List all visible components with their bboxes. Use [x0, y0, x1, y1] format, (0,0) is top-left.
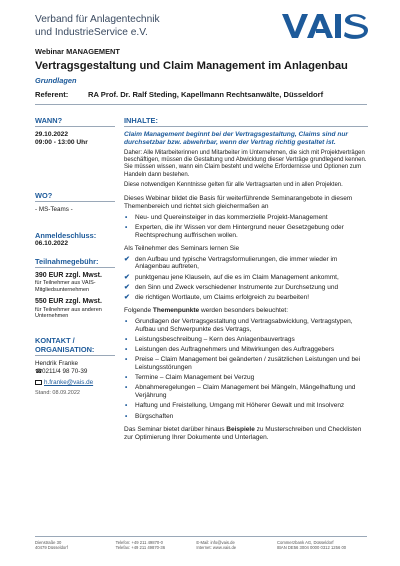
- contact-name: Hendrik Franke: [35, 359, 79, 367]
- contact-heading-line1: KONTAKT /: [35, 335, 75, 345]
- organization-name: [35, 14, 160, 39]
- wann-heading: WANN?: [35, 116, 115, 127]
- bullet-icon: •: [125, 335, 128, 343]
- org-name-line1: Verband für Anlagentechnik: [35, 14, 160, 25]
- list-item: • Haftung und Freistellung, Umgang mit Höherer Gewalt und mit Insolvenz: [125, 402, 345, 410]
- event-date: 29.10.2022: [35, 131, 69, 138]
- footer-divider: [35, 536, 367, 537]
- bullet-icon: •: [125, 346, 128, 354]
- fee-heading: Teilnahmegebühr:: [35, 257, 115, 268]
- topics-intro: Folgende Themenpunkte werden besonders beleuchtet:: [124, 307, 289, 315]
- phone-icon: ☎: [35, 368, 43, 375]
- bullet-icon: •: [125, 356, 128, 364]
- event-location: - MS-Teams -: [35, 206, 73, 213]
- document-title: Vertragsgestaltung und Claim Management im Anlagenbau: [35, 60, 348, 72]
- checkmark-icon: ✔: [124, 273, 130, 281]
- bullet-icon: •: [125, 412, 128, 420]
- vais-logo: [282, 12, 368, 40]
- footer: [35, 540, 367, 550]
- bullet-icon: •: [125, 317, 128, 325]
- list-item: • Termine – Claim Management bei Verzug: [125, 374, 255, 382]
- closing-paragraph: Das Seminar bietet darüber hinaus Beispiele zu Musterschreiben und Checklisten zur Optimierung Ihrer Dokumente und Unterlagen.: [124, 425, 362, 441]
- list-item: • Abnahmeregelungen – Claim Management bei Mängeln, Mängelhaftung und Verjährung: [125, 384, 356, 400]
- contact-email-row: [35, 379, 115, 387]
- bullet-icon: •: [125, 213, 128, 221]
- topics-list: [124, 318, 368, 421]
- webinar-type: Webinar MANAGEMENT: [35, 47, 120, 56]
- document-subtitle: Grundlagen: [35, 76, 77, 85]
- registration-deadline: 06.10.2022: [35, 239, 69, 247]
- list-item: • Preise – Claim Management bei geänderten / zusätzlichen Leistungen und bei Leistungsstörungen: [125, 356, 361, 372]
- member-price-note: für Teilnehmer aus VAIS-Mitgliedsunternehmen: [35, 280, 96, 293]
- footer-address: Dienstraße 30 40479 Düsseldorf: [35, 540, 68, 551]
- anmeldeschluss-heading: Anmeldeschluss:: [35, 230, 97, 240]
- footer-bank: Commerzbank AG, Düsseldorf IBAN DE56 3004 0000 0312 1256 00: [276, 540, 347, 551]
- list-item: ✔ den Aufbau und typische Vertragsformulierungen, die immer wieder im Anlagenbau auftreten,: [124, 255, 338, 271]
- bullet-icon: •: [125, 384, 128, 392]
- org-name-line2: und IndustrieService e.V.: [35, 26, 148, 38]
- contact-phone-row: [35, 368, 115, 377]
- learn-intro: Als Teilnehmer des Seminars lernen Sie: [124, 244, 240, 252]
- wo-heading: WO?: [35, 191, 115, 202]
- list-item: • Leistungsbeschreibung – Kern des Anlagenbauvertrags: [125, 335, 295, 343]
- checkmark-icon: ✔: [124, 283, 130, 291]
- learn-list: [124, 256, 368, 302]
- header-divider: [35, 104, 367, 105]
- bullet-icon: •: [125, 223, 128, 231]
- event-time: 09:00 - 13:00 Uhr: [35, 139, 88, 146]
- stand-date: Stand: 08.09.2022: [35, 389, 80, 396]
- list-item: • Leistungen des Auftragnehmers und Mitwirkungen des Auftraggebers: [125, 346, 335, 354]
- list-item: ✔ punktgenau jene Klauseln, auf die es im Claim Management ankommt,: [124, 273, 339, 281]
- list-item: • Experten, die ihr Wissen vor dem Hintergrund neuer Gesetzgebung oder Rechtsprechung auffrischen wollen.: [125, 223, 344, 239]
- checkmark-icon: ✔: [124, 255, 130, 263]
- footer-phone: Telefon: +49 211 49870-0 Telefax: +49 211 49870-36: [115, 540, 166, 551]
- mail-icon: [35, 380, 42, 385]
- footer-web: E-Mail: info@vais.de Internet: www.vais.de: [196, 540, 237, 551]
- member-price: 390 EUR zzgl. Mwst.: [35, 271, 102, 279]
- list-item: • Bürgschaften: [125, 412, 174, 420]
- list-item: ✔ den Sinn und Zweck verschiedener Instrumente zur Durchsetzung und: [124, 283, 339, 291]
- referent-label: Referent:: [35, 90, 69, 99]
- inhalte-heading: INHALTE:: [124, 116, 368, 127]
- bullet-icon: •: [125, 402, 128, 410]
- nonmember-price: 550 EUR zzgl. Mwst.: [35, 298, 102, 306]
- contact-heading-line2: ORGANISATION:: [35, 345, 115, 356]
- list-item: • Neu- und Quereinsteiger in das kommerzielle Projekt-Management: [125, 213, 328, 221]
- contact-email-link[interactable]: h.franke@vais.de: [44, 379, 94, 387]
- intro-paragraph: Daher: Alle Mitarbeiterinnen und Mitarbeiter im Unternehmen, die sich mit Projektverträgen beschäftigen, müssen die Gestaltung und Abwicklung dieser Verträge grundlegend kennen. Sie müssen wissen, wann ein Claim besteht und welche Erfordernisse und Optionen zum Handeln dann bestehen.: [124, 150, 367, 178]
- scope-paragraph: Diese notwendigen Kenntnisse gelten für alle Vertragsarten und in allen Projekten.: [124, 181, 343, 188]
- list-item: • Grundlagen der Vertragsgestaltung und Vertragsabwicklung, Vertragstypen, Aufbau und Schwerpunkte des Vertrags,: [125, 317, 353, 333]
- intro-statement: Claim Management beginnt bei der Vertragsgestaltung, Claims sind nur durchsetzbar bzw. abwehrbar, wenn der Vertrag richtig gestaltet ist.: [124, 131, 348, 146]
- right-column: [124, 116, 368, 441]
- audience-intro: Dieses Webinar bildet die Basis für weiterführende Seminarangebote in diesem Themenbereich und richtet sich gleichermaßen an: [124, 195, 353, 210]
- list-item: ✔ die richtigen Wortlaute, um Claims erfolgreich zu bearbeiten!: [124, 293, 310, 301]
- checkmark-icon: ✔: [124, 293, 130, 301]
- left-column: [35, 116, 115, 396]
- audience-list: [124, 214, 368, 240]
- contact-phone: 0211/4 98 70-39: [42, 367, 88, 375]
- nonmember-price-note: für Teilnehmer aus anderen Unternehmen: [35, 306, 102, 320]
- bullet-icon: •: [125, 374, 128, 382]
- referent-value: RA Prof. Dr. Ralf Steding, Kapellmann Rechtsanwälte, Düsseldorf: [88, 90, 324, 99]
